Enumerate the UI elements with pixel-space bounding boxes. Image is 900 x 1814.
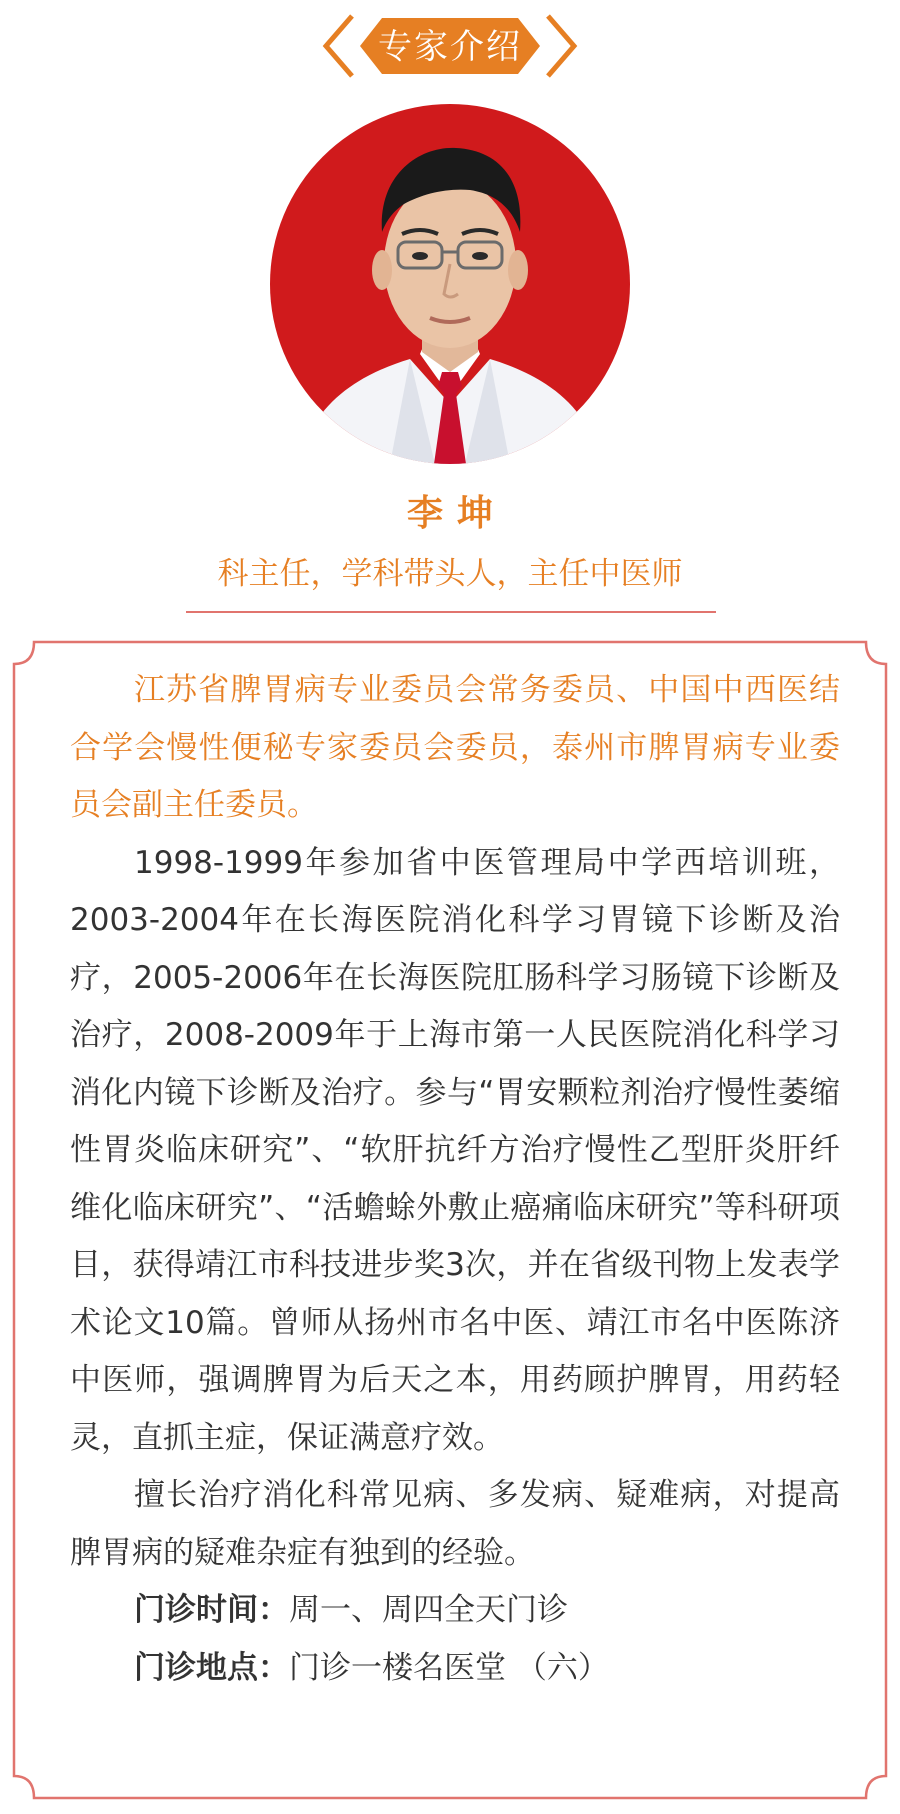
doctor-photo-illustration xyxy=(270,104,630,464)
bio-paragraph-affiliations: 江苏省脾胃病专业委员会常务委员、中国中西医结合学会慢性便秘专家委员会委员，泰州市脾胃病专业委员会副主任委员。 xyxy=(70,672,840,823)
title-divider xyxy=(186,611,716,613)
doctor-name: 李坤 xyxy=(406,493,507,534)
bio-paragraph-experience: 1998-1999年参加省中医管理局中学西培训班，2003-2004年在长海医院消化科学习胃镜下诊断及治疗，2005-2006年在长海医院肛肠科学习肠镜下诊断及治疗，2008-2009年于上海市第一人民医院消化科学习消化内镜下诊断及治疗。参与“胃安颗粒剂治疗慢性萎缩性胃炎临床研究”、“软肝抗纤方治疗慢性乙型肝炎肝纤维化临床研究”、“活蟾蜍外敷止癌痛临床研究”等科研项目，获得靖江市科技进步奖3次，并在省级刊物上发表学术论文10篇。曾师从扬州市名中医、靖江市名中医陈济中医师，强调脾胃为后天之本，用药顾护脾胃，用药轻灵，直抓主症，保证满意疗效。 xyxy=(70,844,840,1456)
section-title: 专家介绍 xyxy=(378,27,522,67)
bio-paragraph-specialty: 擅长治疗消化科常见病、多发病、疑难病，对提高脾胃病的疑难杂症有独到的经验。 xyxy=(70,1477,840,1571)
doctor-title: 科主任，学科带头人，主任中医师 xyxy=(217,556,683,592)
clinic-time-row xyxy=(70,1582,840,1640)
bio-content xyxy=(70,662,840,1697)
right-chevron-icon xyxy=(548,16,574,76)
clinic-location-value: 门诊一楼名医堂 （六） xyxy=(289,1649,609,1686)
doctor-portrait xyxy=(270,104,630,464)
left-chevron-icon xyxy=(326,16,352,76)
clinic-location-label: 门诊地点： xyxy=(134,1649,289,1686)
clinic-time-label: 门诊时间： xyxy=(134,1592,289,1628)
clinic-location-row xyxy=(70,1640,840,1698)
section-header xyxy=(0,0,900,100)
clinic-time-value: 周一、周四全天门诊 xyxy=(289,1592,568,1628)
